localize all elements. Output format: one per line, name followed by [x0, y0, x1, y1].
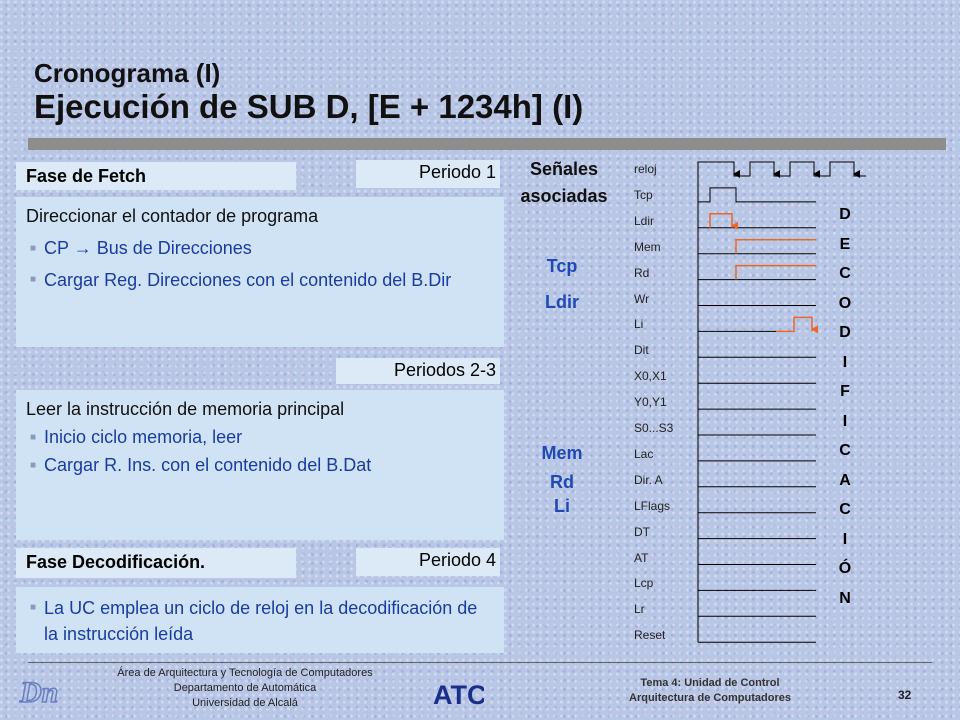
signal-label: Y0,Y1: [634, 395, 667, 410]
assoc-ldir: Ldir: [545, 292, 579, 312]
page-number: 32: [898, 688, 912, 702]
read-panel: [16, 390, 504, 540]
bullet-icon: ■: [30, 432, 37, 443]
timing-waveform: [698, 188, 816, 202]
fetch-panel: [16, 197, 504, 347]
fetch-intro: Direccionar el contador de programa: [26, 206, 319, 226]
decod-letter: D: [839, 206, 851, 223]
decod-letter: F: [840, 383, 850, 400]
decod-letter: A: [839, 471, 851, 489]
signal-label: Dir. A: [634, 472, 663, 487]
decod-letter: C: [839, 501, 851, 518]
bullet-icon: ■: [30, 460, 37, 471]
fetch-bullet-1: ■ CP → Bus de Direcciones: [30, 238, 252, 258]
footer-divider: [28, 662, 932, 663]
signal-label: S0...S3: [634, 421, 674, 435]
signal-label: Dit: [634, 343, 649, 358]
signal-label: Lcp: [634, 576, 654, 591]
atc-logo: [432, 678, 484, 710]
signal-label: AT: [634, 550, 649, 565]
decod-letter: D: [839, 324, 851, 341]
timing-waveform: [698, 162, 866, 176]
timing-waveform: [710, 214, 732, 228]
svg-text:ATC: ATC: [433, 680, 484, 710]
bullet-icon: ■: [30, 243, 37, 254]
footer-left: Área de Arquitectura y Tecnología de Computadores Departamento de Automática Universidad de Alcalá: [117, 667, 373, 709]
signal-label: Mem: [634, 239, 661, 254]
slide-title: Cronograma (I): [34, 58, 221, 88]
signal-label: DT: [634, 524, 650, 539]
decode-period: Periodo 4: [356, 548, 500, 576]
signal-label: LFlags: [634, 498, 671, 513]
decod-letter: I: [842, 353, 848, 371]
assoc-li: Li: [554, 496, 570, 516]
decodification-label: [836, 200, 854, 613]
bullet-icon: ■: [30, 602, 37, 613]
decod-letter: Ó: [838, 560, 852, 577]
decode-panel: [16, 587, 504, 653]
decod-letter: C: [839, 265, 851, 282]
signal-label: Rd: [634, 265, 650, 280]
read-period: Periodos 2-3: [336, 358, 500, 384]
decod-letter: N: [839, 589, 851, 607]
read-bullet-1: ■ Inicio ciclo memoria, leer: [30, 427, 243, 447]
decod-letter: I: [842, 412, 848, 430]
slide-subtitle: Ejecución de SUB D, [E + 1234h] (I): [34, 88, 584, 125]
decod-letter: I: [842, 530, 848, 548]
timing-waveform: [776, 317, 812, 331]
decod-letter: O: [838, 294, 852, 312]
timing-waveform: [736, 240, 816, 254]
read-bullet-2: ■ Cargar R. Ins. con el contenido del B.Dat: [30, 455, 372, 475]
decode-bullet-1: ■ La UC emplea un ciclo de reloj en la decodificación de la instrucción leída: [30, 595, 490, 647]
dpt-logo: [18, 674, 74, 710]
bullet-icon: ■: [30, 274, 37, 285]
decod-letter: C: [839, 442, 851, 459]
fetch-bullet-2: ■ Cargar Reg. Direcciones con el contenido del B.Dir: [30, 267, 500, 293]
decod-letter: E: [839, 235, 851, 253]
signal-label: Lac: [634, 446, 654, 461]
timing-waveform: [736, 266, 816, 280]
signal-label: X0,X1: [634, 369, 667, 384]
fetch-header: Fase de Fetch: [16, 162, 296, 190]
signals-header: Señales asociadas: [520, 159, 608, 206]
signal-label: Lr: [634, 602, 645, 617]
signal-label: Tcp: [634, 187, 653, 202]
signal-label: Reset: [634, 628, 666, 643]
fetch-period: Periodo 1: [356, 160, 500, 188]
read-intro: Leer la instrucción de memoria principal: [26, 399, 345, 419]
footer-right: Tema 4: Unidad de Control Arquitectura de Computadores: [629, 677, 791, 704]
assoc-rd: Rd: [550, 472, 574, 492]
signal-label: Ldir: [634, 213, 655, 228]
assoc-mem: Mem: [541, 443, 583, 463]
svg-text:Dn: Dn: [20, 676, 59, 709]
assoc-tcp: Tcp: [546, 256, 578, 276]
signal-label: Li: [634, 317, 644, 332]
signal-label: reloj: [634, 162, 657, 176]
signal-label: Wr: [634, 291, 650, 306]
decode-header: Fase Decodificación.: [16, 548, 296, 578]
